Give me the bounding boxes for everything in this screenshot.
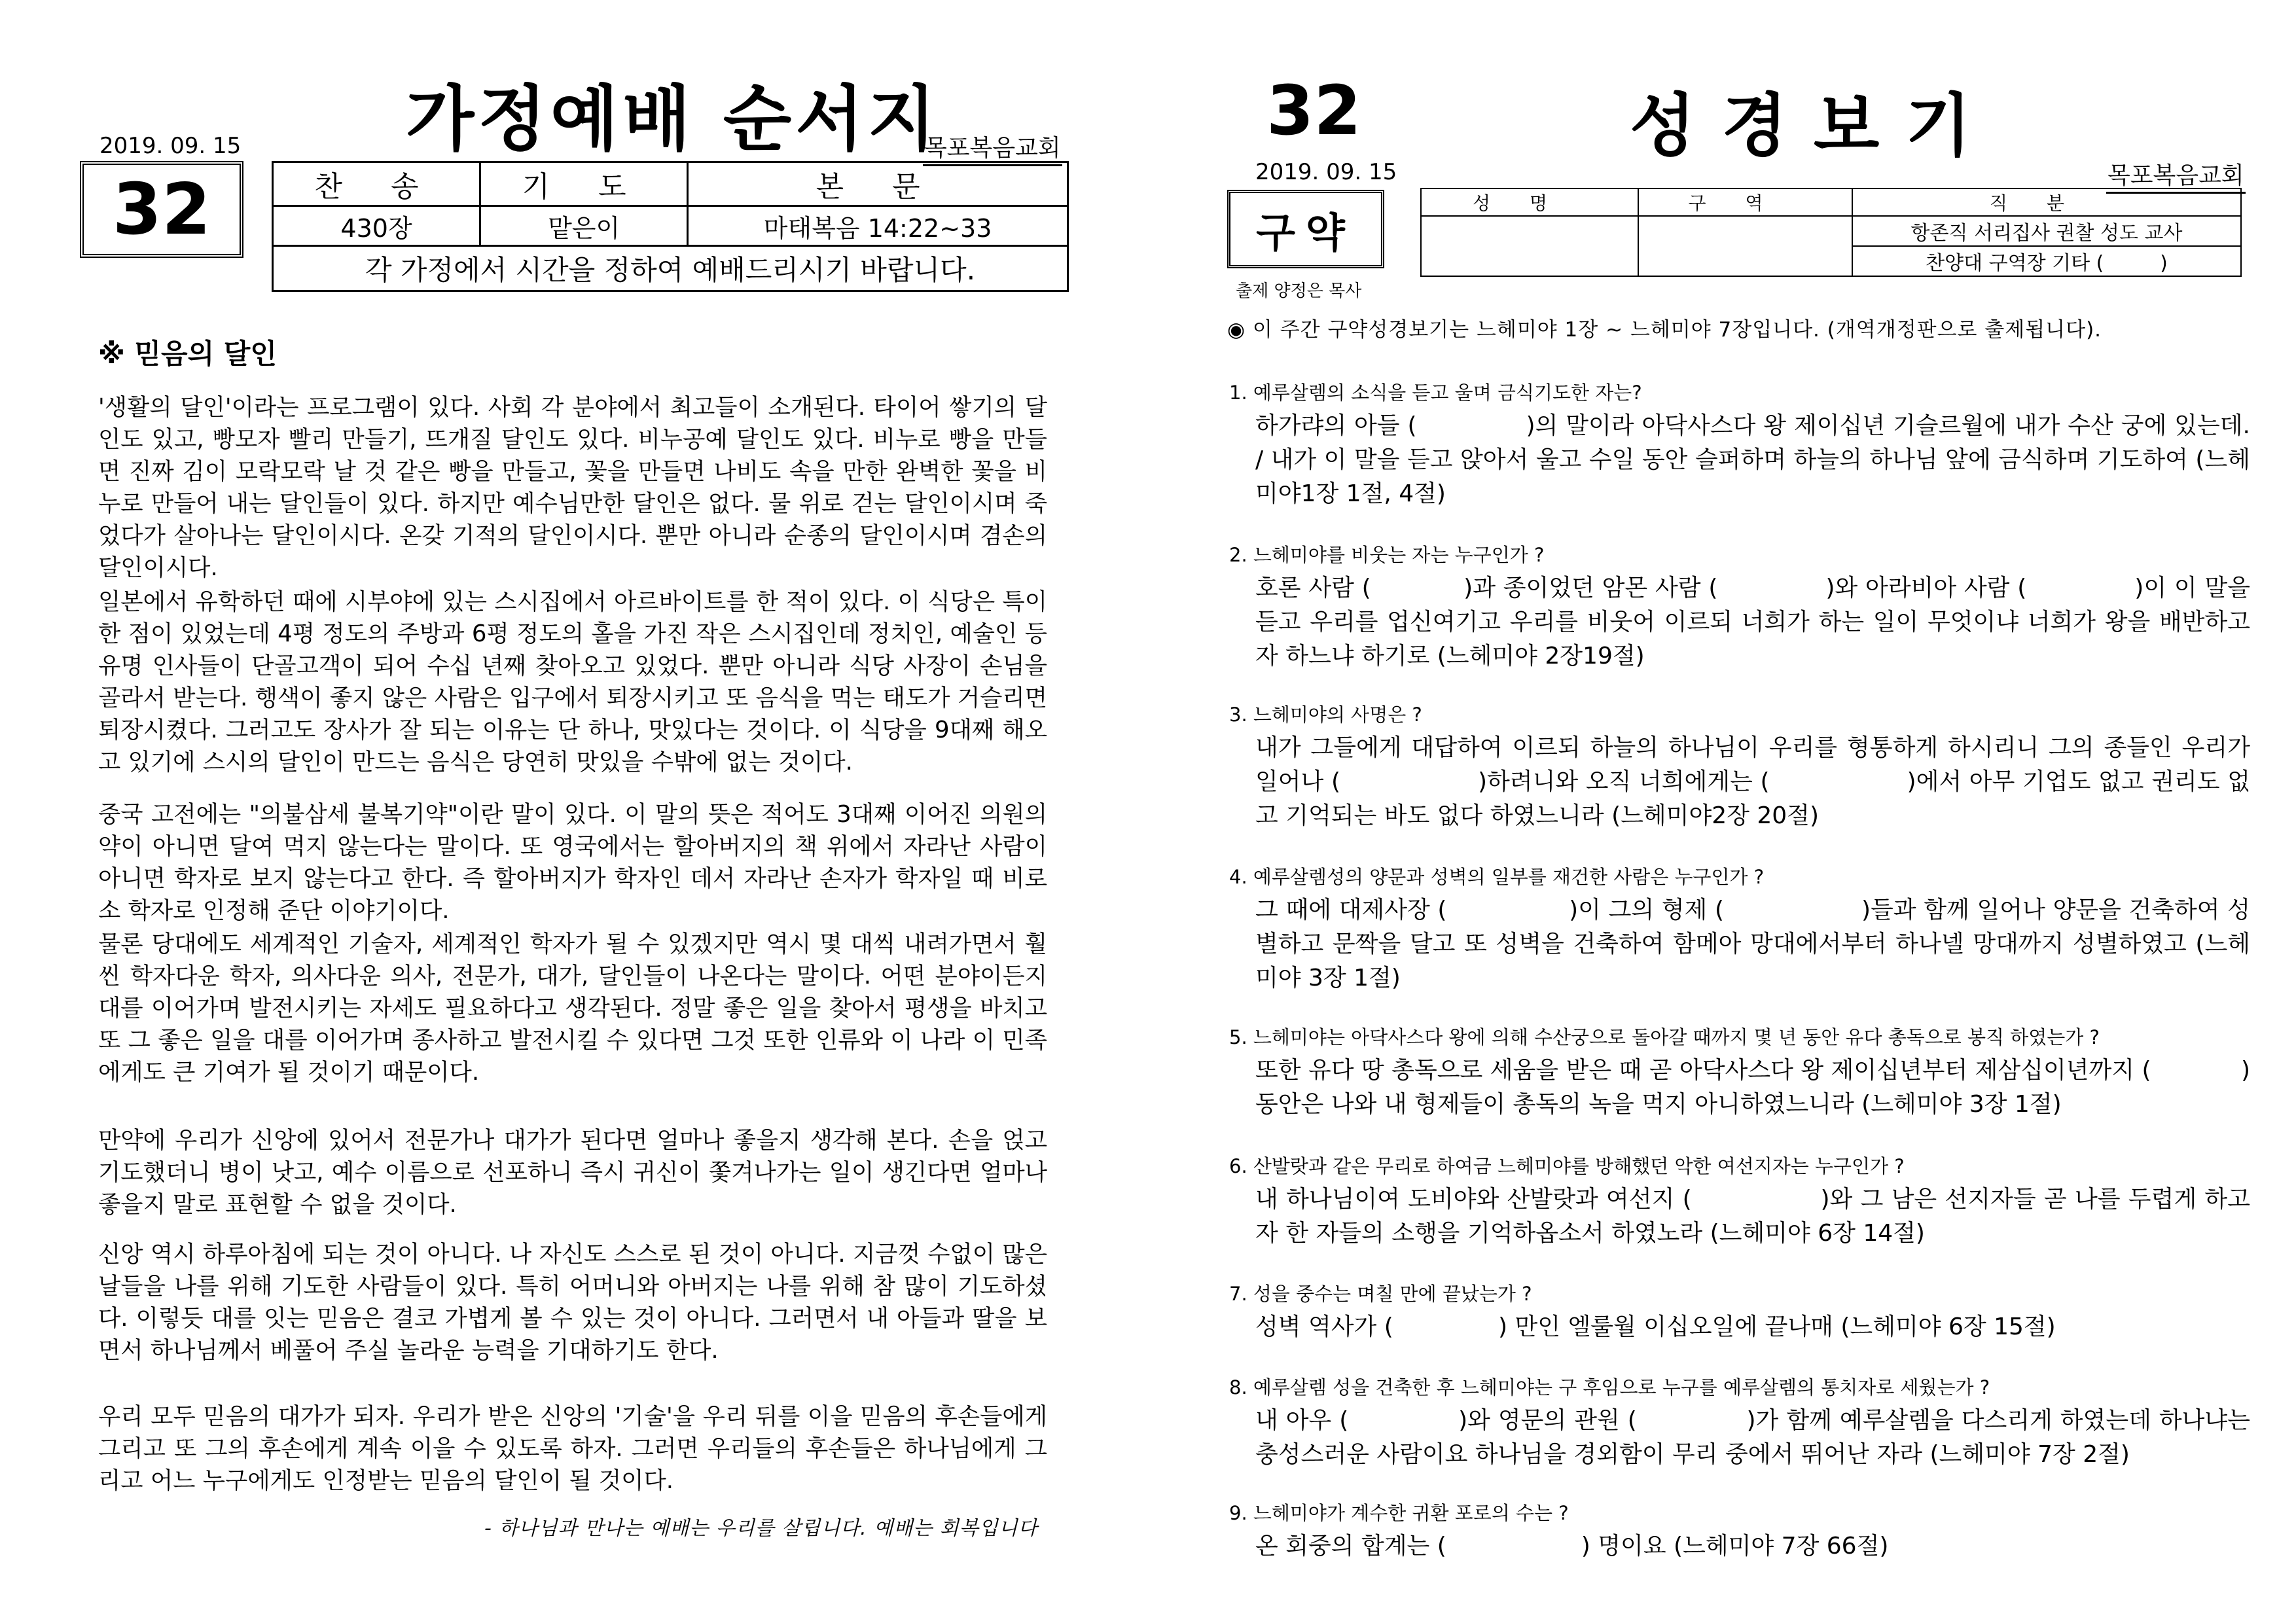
header-hymn: 찬 송 (273, 162, 480, 206)
header-scripture: 본 문 (688, 162, 1068, 206)
question-9 (1229, 1499, 2250, 1563)
header-district: 구역 (1638, 188, 1852, 216)
scripture-value: 마태복음 14:22~33 (688, 206, 1068, 246)
question-5 (1229, 1023, 2258, 1122)
position-options-1: 항존직 서리집사 권찰 성도 교사 (1852, 216, 2241, 246)
service-order-table (272, 161, 1069, 292)
question-6 (1229, 1152, 2250, 1251)
question-2 (1229, 541, 2258, 673)
paragraph-7: 우리 모두 믿음의 대가가 되자. 우리가 받은 신앙의 '기술'을 우리 뒤를 이을 믿음의 후손들에게 그리고 또 그의 후손에게 계속 이을 수 있도록 하자. 그러면 우리들의 후손들은 하나님에게 그리고 어느 누구에게도 인정받는 믿음의 달인이 될 것이다. (98, 1403, 1047, 1494)
question-4 (1229, 863, 2250, 995)
left-church-name: 목포복음교회 (923, 130, 1062, 166)
name-field[interactable] (1421, 216, 1638, 276)
question-text: 5. 느헤미야는 아닥사스다 왕에 의해 수산궁으로 돌아갈 때까지 몇 년 동안 유다 총독으로 봉직 하였는가 ? (1229, 1026, 2100, 1048)
sermon-heading: ※ 믿음의 달인 (98, 338, 277, 370)
weekly-notice: ◉ 이 주간 구약성경보기는 느헤미야 1장 ~ 느헤미야 7장입니다. (개역개정판으로 출제됩니다). (1227, 318, 2102, 342)
right-church-name: 목포복음교회 (2106, 157, 2246, 194)
member-info-table (1420, 188, 2242, 277)
question-3 (1229, 700, 2258, 833)
district-field[interactable] (1638, 216, 1852, 276)
right-issue-number: 32 (1266, 71, 1361, 151)
header-position: 직분 (1852, 188, 2241, 216)
answer-text: 또한 유다 땅 총독으로 세움을 받은 때 곧 아닥사스다 왕 제이십년부터 제삼십이년까지 ( ) 동안은 나와 내 형제들이 총독의 녹을 먹지 아니하였느니라 (느헤미야 3장 1절) (1255, 1057, 2258, 1118)
answer-text: 호론 사람 ( )과 종이었던 암몬 사람 ( )와 아라비아 사람 ( )이 이 말을 듣고 우리를 업신여기고 우리를 비웃어 이르되 너희가 하는 일이 무엇이냐 너희가 왕을 배반하고자 하느냐 하기로 (느헤미야 2장19절) (1255, 575, 2258, 669)
answer-text: 하가랴의 아들 ( )의 말이라 아닥사스다 왕 제이십년 기슬르월에 내가 수산 궁에 있는데. / 내가 이 말을 듣고 앉아서 울고 수일 동안 슬퍼하며 하늘의 하나님 앞에 금식하며 기도하여 (느헤미야1장 1절, 4절) (1255, 412, 2258, 507)
question-text: 7. 성을 중수는 며칠 만에 끝났는가 ? (1229, 1283, 1532, 1305)
question-text: 3. 느헤미야의 사명은 ? (1229, 704, 1422, 726)
paragraph-6: 신앙 역시 하루아침에 되는 것이 아니다. 나 자신도 스스로 된 것이 아니다. 지금껏 수없이 많은 날들을 나를 위해 기도한 사람들이 있다. 특히 어머니와 아버지는 나를 위해 참 많이 기도하셨다. 이렇듯 대를 잇는 믿음은 결코 가볍게 볼 수 있는 것이 아니다. 그러면서 내 아들과 딸을 보면서 하나님께서 베풀어 주실 놀라운 능력을 기대하기도 한다. (98, 1241, 1047, 1364)
answer-text: 내 하나님이여 도비야와 산발랏과 여선지 ( )와 그 남은 선지자들 곧 나를 두렵게 하고자 한 자들의 소행을 기억하옵소서 하였노라 (느헤미야 6장 14절) (1255, 1186, 2250, 1247)
question-8 (1229, 1373, 2258, 1472)
answer-text: 그 때에 대제사장 ( )이 그의 형제 ( )들과 함께 일어나 양문을 건축하여 성별하고 문짝을 달고 또 성벽을 건축하여 함메아 망대에서부터 하나넬 망대까지 성별하였고 (느헤미야 3장 1절) (1255, 897, 2250, 991)
answer-text: 내가 그들에게 대답하여 이르되 하늘의 하나님이 우리를 형통하게 하시리니 그의 종들인 우리가 일어나 ( )하려니와 오직 너희에게는 ( )에서 아무 기업도 없고 권리도 없고 기억되는 바도 없다 하였느니라 (느헤미야2장 20절) (1255, 734, 2258, 829)
question-text: 8. 예루살렘 성을 건축한 후 느헤미야는 구 후임으로 누구를 예루살렘의 통치자로 세웠는가 ? (1229, 1376, 1990, 1399)
left-page-title: 가정예배 순서지 (406, 79, 940, 160)
answer-text: 성벽 역사가 ( ) 만인 엘룰월 이십오일에 끝나매 (느헤미야 6장 15절) (1255, 1313, 2056, 1340)
question-text: 4. 예루살렘성의 양문과 성벽의 일부를 재건한 사람은 누구인가 ? (1229, 866, 1765, 888)
right-date: 2019. 09. 15 (1255, 159, 1397, 185)
hymn-value: 430장 (273, 206, 480, 246)
question-1 (1229, 378, 2258, 511)
question-text: 9. 느헤미야가 계수한 귀환 포로의 수는 ? (1229, 1502, 1569, 1524)
left-issue-number: 32 (80, 161, 243, 258)
service-note: 각 가정에서 시간을 정하여 예배드리시기 바랍니다. (273, 246, 1068, 291)
question-7 (1229, 1279, 2250, 1344)
right-page-title: 성경보기 (1630, 86, 1998, 166)
signature-line: - 하나님과 만나는 예배는 우리를 살립니다. 예배는 회복입니다 (484, 1517, 1038, 1540)
left-date: 2019. 09. 15 (99, 133, 242, 159)
answer-text: 내 아우 ( )와 영문의 관원 ( )가 함께 예루살렘을 다스리게 하였는데 하나냐는 충성스러운 사람이요 하나님을 경외함이 무리 중에서 뛰어난 자라 (느헤미야 7장 2절) (1255, 1407, 2258, 1468)
answer-text: 온 회중의 합계는 ( ) 명이요 (느헤미야 7장 66절) (1255, 1533, 1889, 1560)
question-text: 2. 느헤미야를 비웃는 자는 누구인가 ? (1229, 544, 1545, 566)
old-testament-label: 구약 (1227, 190, 1384, 268)
paragraph-3: 중국 고전에는 "의불삼세 불복기약"이란 말이 있다. 이 말의 뜻은 적어도 3대째 이어진 의원의 약이 아니면 달여 먹지 않는다는 말이다. 또 영국에서는 할아버지의 책 위에서 자라난 사람이 아니면 학자로 보지 않는다고 한다. 즉 할아버지가 학자인 데서 자라난 손자가 학자일 때 비로소 학자로 인정해 준단 이야기이다. (98, 801, 1047, 924)
question-text: 1. 예루살렘의 소식을 듣고 울며 금식기도한 자는? (1229, 382, 1642, 404)
header-prayer: 기 도 (480, 162, 688, 206)
paragraph-4: 물론 당대에도 세계적인 기술자, 세계적인 학자가 될 수 있겠지만 역시 몇 대씩 내려가면서 훨씬 학자다운 학자, 의사다운 의사, 전문가, 대가, 달인들이 나온다는 말이다. 어떤 분야이든지 대를 이어가며 발전시키는 자세도 필요하다고 생각된다. 정말 좋은 일을 찾아서 평생을 바치고 또 그 좋은 일을 대를 이어가며 종사하고 발전시킬 수 있다면 그것 또한 인류와 이 나라 이 민족에게도 큰 기여가 될 것이기 때문이다. (98, 931, 1047, 1086)
quiz-author: 출제 양정은 목사 (1236, 281, 1362, 301)
header-name: 성명 (1421, 188, 1638, 216)
question-text: 6. 산발랏과 같은 무리로 하여금 느헤미야를 방해했던 악한 여선지자는 누구인가 ? (1229, 1155, 1905, 1177)
prayer-value: 맡은이 (480, 206, 688, 246)
paragraph-5: 만약에 우리가 신앙에 있어서 전문가나 대가가 된다면 얼마나 좋을지 생각해 본다. 손을 얹고 기도했더니 병이 낫고, 예수 이름으로 선포하니 즉시 귀신이 쫓겨나가는 일이 생긴다면 얼마나 좋을지 말로 표현할 수 없을 것이다. (98, 1127, 1047, 1218)
paragraph-1: '생활의 달인'이라는 프로그램이 있다. 사회 각 분야에서 최고들이 소개된다. 타이어 쌓기의 달인도 있고, 빵모자 빨리 만들기, 뜨개질 달인도 있다. 비누공예 달인도 있다. 비누로 빵을 만들면 진짜 김이 모락모락 날 것 같은 빵을 만들고, 꽃을 만들면 나비도 속을 만한 완벽한 꽃을 비누로 만들어 내는 달인들이 있다. 하지만 예수님만한 달인은 없다. 물 위로 걷는 달인이시며 죽었다가 살아나는 달인이시다. 온갖 기적의 달인이시다. 뿐만 아니라 순종의 달인이시며 겸손의 달인이시다. (98, 394, 1047, 581)
paragraph-2: 일본에서 유학하던 때에 시부야에 있는 스시집에서 아르바이트를 한 적이 있다. 이 식당은 특이한 점이 있었는데 4평 정도의 주방과 6평 정도의 홀을 가진 작은 스시집인데 정치인, 예술인 등 유명 인사들이 단골고객이 되어 수십 년째 찾아오고 있었다. 뿐만 아니라 식당 사장이 손님을 골라서 받는다. 행색이 좋지 않은 사람은 입구에서 퇴장시키고 또 음식을 먹는 태도가 거슬리면 퇴장시켰다. 그러고도 장사가 잘 되는 이유는 단 하나, 맛있다는 것이다. 이 식당을 9대째 해오고 있기에 스시의 달인이 만드는 음식은 당연히 맛있을 수밖에 없는 것이다. (98, 588, 1047, 776)
position-options-2: 찬양대 구역장 기타 ( ) (1852, 246, 2241, 276)
